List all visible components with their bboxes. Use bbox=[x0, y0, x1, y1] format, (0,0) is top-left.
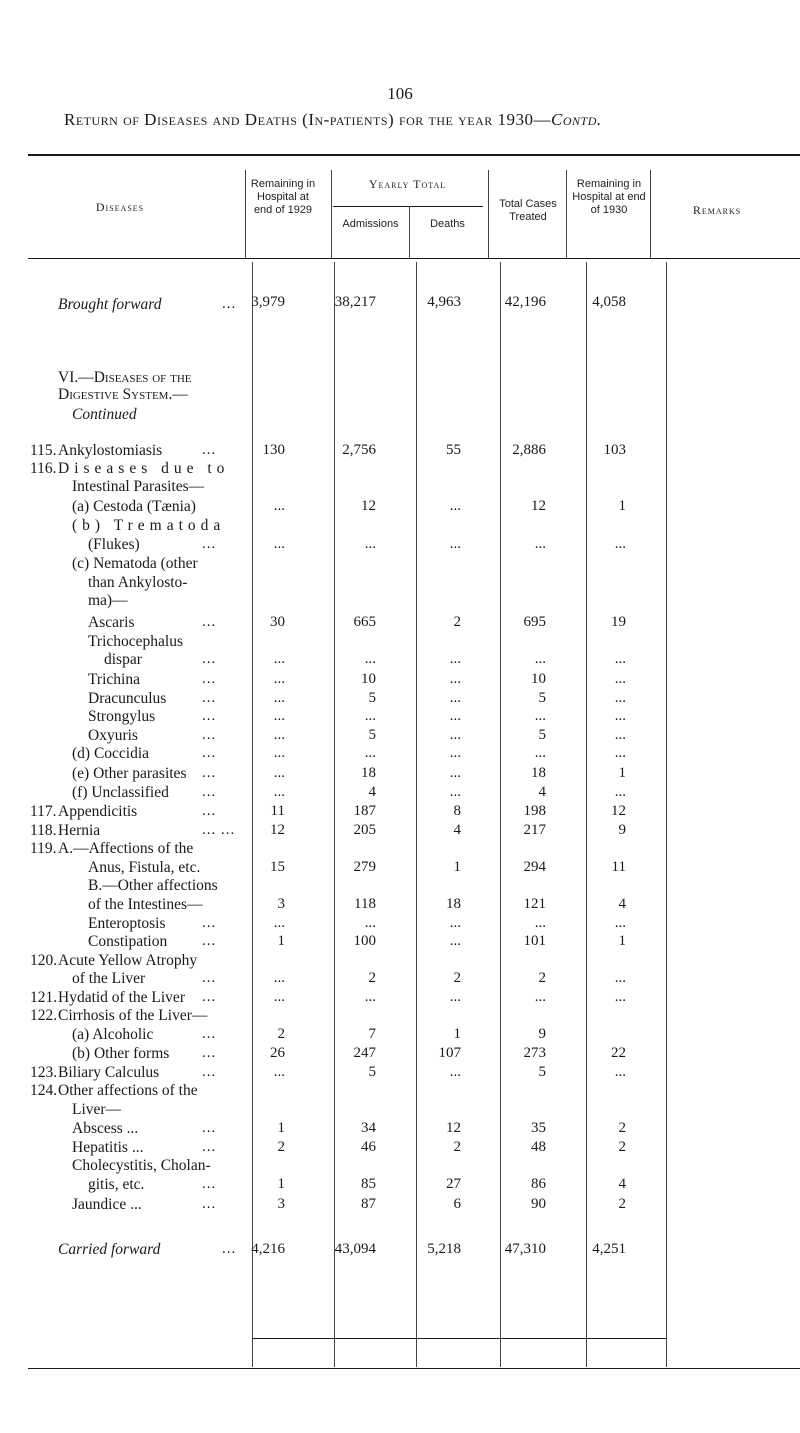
cell-rem1930: 4 bbox=[618, 1176, 626, 1192]
disease-sublabel: Liver— bbox=[72, 1101, 122, 1118]
disease-sublabel: (e) Other parasites bbox=[72, 765, 187, 782]
cell-rem1929: ... bbox=[273, 765, 285, 781]
col-divider bbox=[416, 262, 417, 1367]
cell-total: ... bbox=[534, 651, 546, 667]
cell-adm: 100 bbox=[353, 933, 376, 949]
cell-rem1930: 1 bbox=[618, 765, 626, 781]
cell-rem1930: ... bbox=[614, 536, 626, 552]
title-contd: Contd. bbox=[551, 110, 602, 129]
cell-deaths: 5,218 bbox=[427, 1241, 461, 1257]
cell-adm: 34 bbox=[361, 1120, 376, 1136]
cell-total: 273 bbox=[523, 1045, 546, 1061]
row-number: 123. bbox=[30, 1064, 58, 1081]
cell-adm: 5 bbox=[368, 690, 376, 706]
summary-row-label: Brought forward bbox=[58, 296, 162, 313]
cell-rem1929: ... bbox=[273, 1064, 285, 1080]
cell-rem1929: ... bbox=[273, 745, 285, 761]
cell-rem1930: 4,058 bbox=[592, 294, 626, 310]
disease-label: A.—Affections of the bbox=[58, 840, 194, 857]
disease-sublabel: (b) Other forms bbox=[72, 1045, 170, 1062]
cell-rem1929: 12 bbox=[270, 822, 285, 838]
disease-sublabel: (c) Nematoda (other bbox=[72, 555, 198, 572]
cell-rem1929: 1 bbox=[277, 933, 285, 949]
leader-dots: ... bbox=[202, 1196, 217, 1212]
leader-dots: ... bbox=[202, 933, 217, 949]
cell-rem1929: 2 bbox=[277, 1139, 285, 1155]
cell-total: 47,310 bbox=[504, 1241, 546, 1257]
header-remaining-1930: Remaining in Hospital at end of 1930 bbox=[572, 178, 646, 216]
leader-dots: ... bbox=[202, 708, 217, 724]
cell-adm: ... bbox=[364, 651, 376, 667]
col-divider bbox=[586, 262, 587, 1367]
cell-rem1930: ... bbox=[614, 708, 626, 724]
cell-adm: 205 bbox=[353, 822, 376, 838]
disease-sublabel: Digestive System.— bbox=[58, 386, 188, 403]
cell-adm: 279 bbox=[353, 859, 376, 875]
cell-deaths: 12 bbox=[446, 1120, 461, 1136]
cell-rem1929: ... bbox=[273, 970, 285, 986]
leader-dots: ... bbox=[202, 614, 217, 630]
disease-sublabel: (a) Alcoholic bbox=[72, 1026, 154, 1043]
cell-rem1930: 1 bbox=[618, 498, 626, 514]
cell-deaths: ... bbox=[449, 915, 461, 931]
cell-total: ... bbox=[534, 708, 546, 724]
cell-total: 42,196 bbox=[504, 294, 546, 310]
disease-sublabel: Ascaris bbox=[88, 614, 135, 631]
col-divider bbox=[488, 170, 489, 258]
disease-label: Other affections of the bbox=[58, 1082, 198, 1099]
header-remaining-1929: Remaining in Hospital at end of 1929 bbox=[250, 178, 316, 216]
disease-label: Hernia bbox=[58, 822, 101, 839]
cell-rem1929: 1 bbox=[277, 1176, 285, 1192]
cell-deaths: ... bbox=[449, 727, 461, 743]
disease-sublabel: than Ankylosto- bbox=[88, 574, 188, 591]
disease-sublabel: Intestinal Parasites— bbox=[72, 478, 205, 495]
cell-rem1929: 26 bbox=[270, 1045, 285, 1061]
cell-rem1930: 19 bbox=[611, 614, 626, 630]
cell-rem1929: ... bbox=[273, 536, 285, 552]
disease-sublabel: Abscess ... bbox=[72, 1120, 139, 1137]
cell-deaths: ... bbox=[449, 690, 461, 706]
cell-total: 2,886 bbox=[512, 442, 546, 458]
cell-total: ... bbox=[534, 989, 546, 1005]
leader-dots: ... ... bbox=[202, 822, 236, 838]
leader-dots: ... bbox=[202, 690, 217, 706]
col-divider bbox=[650, 170, 651, 258]
cell-deaths: 18 bbox=[446, 896, 461, 912]
disease-sublabel: Trichocephalus bbox=[88, 633, 183, 650]
leader-dots: ... bbox=[202, 1176, 217, 1192]
leader-dots: ... bbox=[202, 745, 217, 761]
cell-rem1930: 22 bbox=[611, 1045, 626, 1061]
leader-dots: ... bbox=[202, 1139, 217, 1155]
cell-deaths: 107 bbox=[438, 1045, 461, 1061]
cell-rem1930: 2 bbox=[618, 1139, 626, 1155]
cell-deaths: 4 bbox=[453, 822, 461, 838]
row-number: 119. bbox=[30, 840, 57, 857]
cell-adm: 118 bbox=[354, 896, 376, 912]
disease-sublabel: Continued bbox=[72, 406, 137, 423]
cell-adm: ... bbox=[364, 708, 376, 724]
disease-sublabel: VI.—Diseases of the bbox=[58, 369, 192, 386]
cell-total: 35 bbox=[531, 1120, 546, 1136]
cell-rem1930: ... bbox=[614, 727, 626, 743]
disease-sublabel: Anus, Fistula, etc. bbox=[88, 859, 201, 876]
cell-deaths: 27 bbox=[446, 1176, 461, 1192]
header-diseases: Diseases bbox=[95, 200, 145, 214]
cell-rem1930: 2 bbox=[618, 1196, 626, 1212]
cell-total: 5 bbox=[538, 1064, 546, 1080]
disease-sublabel: (f) Unclassified bbox=[72, 784, 169, 801]
cell-total: 101 bbox=[523, 933, 546, 949]
disease-label: Appendicitis bbox=[58, 803, 138, 820]
row-number: 118. bbox=[30, 822, 57, 839]
cell-total: 12 bbox=[531, 498, 546, 514]
row-number: 116. bbox=[30, 460, 57, 477]
cell-adm: 7 bbox=[368, 1026, 376, 1042]
cell-adm: ... bbox=[364, 745, 376, 761]
cell-adm: 87 bbox=[361, 1196, 376, 1212]
cell-rem1930: ... bbox=[614, 989, 626, 1005]
cell-adm: ... bbox=[364, 915, 376, 931]
cell-rem1929: ... bbox=[273, 989, 285, 1005]
cell-deaths: ... bbox=[449, 989, 461, 1005]
cell-adm: 665 bbox=[353, 614, 376, 630]
cell-deaths: 2 bbox=[453, 614, 461, 630]
cell-adm: 43,094 bbox=[334, 1241, 376, 1257]
cell-adm: 46 bbox=[361, 1139, 376, 1155]
cell-total: ... bbox=[534, 915, 546, 931]
cell-rem1929: ... bbox=[273, 915, 285, 931]
header-bottom-rule bbox=[28, 258, 800, 259]
leader-dots: ... bbox=[202, 727, 217, 743]
leader-dots: ... bbox=[202, 536, 217, 552]
cell-rem1929: ... bbox=[273, 690, 285, 706]
leader-dots: ... bbox=[202, 1120, 217, 1136]
disease-sublabel: of the Intestines— bbox=[88, 896, 203, 913]
title-main: Return of Diseases and Deaths (In-patients) for the year 1930— bbox=[64, 110, 552, 129]
cell-rem1930: 11 bbox=[611, 859, 626, 875]
disease-sublabel: Oxyuris bbox=[88, 727, 138, 744]
leader-dots: ... bbox=[222, 296, 237, 312]
cell-deaths: ... bbox=[449, 651, 461, 667]
cell-rem1929: 30 bbox=[270, 614, 285, 630]
header-deaths: Deaths bbox=[430, 218, 465, 230]
yearly-total-rule bbox=[333, 206, 483, 207]
cell-total: 18 bbox=[531, 765, 546, 781]
cell-rem1929: 15 bbox=[270, 859, 285, 875]
row-number: 124. bbox=[30, 1082, 58, 1099]
disease-label: Cirrhosis of the Liver— bbox=[58, 1007, 208, 1024]
disease-label: Ankylostomiasis bbox=[58, 442, 163, 459]
cell-deaths: 8 bbox=[453, 803, 461, 819]
leader-dots: ... bbox=[202, 651, 217, 667]
cell-rem1929: ... bbox=[273, 708, 285, 724]
page-title bbox=[64, 110, 764, 130]
cell-total: ... bbox=[534, 536, 546, 552]
row-number: 120. bbox=[30, 952, 58, 969]
leader-dots: ... bbox=[202, 784, 217, 800]
row-number: 121. bbox=[30, 989, 58, 1006]
disease-sublabel: (a) Cestoda (Tænia) bbox=[72, 498, 196, 515]
header-yearly-total: Yearly Total bbox=[368, 177, 447, 191]
cell-adm: 85 bbox=[361, 1176, 376, 1192]
cell-total: ... bbox=[534, 745, 546, 761]
disease-sublabel: Enteroptosis bbox=[88, 915, 166, 932]
cell-adm: 38,217 bbox=[334, 294, 376, 310]
cell-deaths: ... bbox=[449, 933, 461, 949]
cell-adm: 5 bbox=[368, 727, 376, 743]
cell-deaths: 1 bbox=[453, 859, 461, 875]
col-divider bbox=[666, 262, 667, 1367]
cell-rem1930: 4,251 bbox=[592, 1241, 626, 1257]
cell-rem1929: 3 bbox=[277, 896, 285, 912]
header-admissions: Admissions bbox=[342, 218, 399, 230]
disease-sublabel: Cholecystitis, Cholan- bbox=[72, 1157, 211, 1174]
leader-dots: ... bbox=[202, 1064, 217, 1080]
cell-deaths: ... bbox=[449, 671, 461, 687]
disease-sublabel: Trichina bbox=[88, 671, 140, 688]
cell-rem1930: ... bbox=[614, 970, 626, 986]
col-divider bbox=[252, 262, 253, 1367]
leader-dots: ... bbox=[222, 1241, 237, 1257]
cell-total: 5 bbox=[538, 727, 546, 743]
cell-total: 217 bbox=[523, 822, 546, 838]
disease-sublabel: B.—Other affections bbox=[88, 877, 218, 894]
cell-deaths: 4,963 bbox=[427, 294, 461, 310]
cell-rem1929: ... bbox=[273, 498, 285, 514]
top-rule bbox=[28, 154, 800, 156]
disease-sublabel: (b) Trematoda bbox=[72, 517, 226, 534]
cell-adm: 12 bbox=[361, 498, 376, 514]
col-divider bbox=[500, 262, 501, 1367]
cell-deaths: ... bbox=[449, 498, 461, 514]
leader-dots: ... bbox=[202, 1045, 217, 1061]
cell-total: 48 bbox=[531, 1139, 546, 1155]
cell-total: 294 bbox=[523, 859, 546, 875]
cell-deaths: ... bbox=[449, 536, 461, 552]
summary-row-label: Carried forward bbox=[58, 1241, 161, 1258]
carried-forward-rule bbox=[252, 1338, 666, 1339]
cell-rem1930: 12 bbox=[611, 803, 626, 819]
cell-deaths: 6 bbox=[453, 1196, 461, 1212]
cell-rem1930: ... bbox=[614, 690, 626, 706]
leader-dots: ... bbox=[202, 989, 217, 1005]
disease-sublabel: Jaundice ... bbox=[72, 1196, 142, 1213]
disease-label: Diseases due to bbox=[58, 460, 230, 477]
disease-sublabel: of the Liver bbox=[72, 970, 146, 987]
cell-total: 5 bbox=[538, 690, 546, 706]
col-divider bbox=[334, 262, 335, 1367]
leader-dots: ... bbox=[202, 803, 217, 819]
cell-deaths: ... bbox=[449, 784, 461, 800]
cell-total: 4 bbox=[538, 784, 546, 800]
cell-rem1930: 9 bbox=[618, 822, 626, 838]
cell-rem1929: 3 bbox=[277, 1196, 285, 1212]
leader-dots: ... bbox=[202, 970, 217, 986]
col-divider bbox=[409, 206, 410, 258]
leader-dots: ... bbox=[202, 671, 217, 687]
cell-rem1929: 4,216 bbox=[251, 1241, 285, 1257]
cell-adm: 4 bbox=[368, 784, 376, 800]
cell-total: 86 bbox=[531, 1176, 546, 1192]
row-number: 122. bbox=[30, 1007, 58, 1024]
col-divider bbox=[566, 170, 567, 258]
disease-sublabel: Dracunculus bbox=[88, 690, 167, 707]
cell-total: 2 bbox=[538, 970, 546, 986]
cell-deaths: 55 bbox=[446, 442, 461, 458]
cell-deaths: 2 bbox=[453, 1139, 461, 1155]
cell-rem1930: ... bbox=[614, 651, 626, 667]
cell-deaths: ... bbox=[449, 745, 461, 761]
cell-deaths: 1 bbox=[453, 1026, 461, 1042]
cell-rem1929: 130 bbox=[262, 442, 285, 458]
row-number: 117. bbox=[30, 803, 57, 820]
leader-dots: ... bbox=[202, 765, 217, 781]
header-total-cases: Total Cases Treated bbox=[499, 198, 557, 223]
row-number: 115. bbox=[30, 442, 57, 459]
cell-deaths: 2 bbox=[453, 970, 461, 986]
cell-rem1929: ... bbox=[273, 784, 285, 800]
cell-rem1930: ... bbox=[614, 1064, 626, 1080]
cell-adm: 18 bbox=[361, 765, 376, 781]
cell-adm: 10 bbox=[361, 671, 376, 687]
disease-sublabel: ma)— bbox=[88, 592, 128, 609]
cell-rem1930: ... bbox=[614, 671, 626, 687]
cell-rem1930: ... bbox=[614, 745, 626, 761]
bottom-rule bbox=[28, 1368, 800, 1369]
cell-rem1929: 11 bbox=[270, 803, 285, 819]
cell-rem1930: 4 bbox=[618, 896, 626, 912]
header-remarks: Remarks bbox=[692, 203, 742, 217]
cell-total: 90 bbox=[531, 1196, 546, 1212]
disease-sublabel: Hepatitis ... bbox=[72, 1139, 144, 1156]
cell-adm: ... bbox=[364, 989, 376, 1005]
cell-rem1929: 1 bbox=[277, 1120, 285, 1136]
disease-sublabel: dispar bbox=[104, 651, 142, 668]
cell-total: 9 bbox=[538, 1026, 546, 1042]
cell-adm: ... bbox=[364, 536, 376, 552]
cell-adm: 2 bbox=[368, 970, 376, 986]
cell-rem1930: ... bbox=[614, 784, 626, 800]
cell-total: 10 bbox=[531, 671, 546, 687]
disease-label: Hydatid of the Liver bbox=[58, 989, 185, 1006]
col-divider bbox=[245, 170, 246, 258]
disease-label: Biliary Calculus bbox=[58, 1064, 160, 1081]
cell-rem1930: 2 bbox=[618, 1120, 626, 1136]
disease-sublabel: (d) Coccidia bbox=[72, 745, 150, 762]
disease-sublabel: (Flukes) bbox=[88, 536, 140, 553]
cell-adm: 2,756 bbox=[342, 442, 376, 458]
page-number: 106 bbox=[387, 84, 413, 103]
disease-sublabel: Constipation bbox=[88, 933, 168, 950]
cell-rem1929: ... bbox=[273, 651, 285, 667]
leader-dots: ... bbox=[202, 915, 217, 931]
cell-rem1930: ... bbox=[614, 915, 626, 931]
cell-rem1929: ... bbox=[273, 671, 285, 687]
leader-dots: ... bbox=[202, 442, 217, 458]
disease-label: Acute Yellow Atrophy bbox=[58, 952, 198, 969]
cell-rem1930: 103 bbox=[603, 442, 626, 458]
disease-sublabel: Strongylus bbox=[88, 708, 156, 725]
cell-adm: 187 bbox=[353, 803, 376, 819]
cell-deaths: ... bbox=[449, 765, 461, 781]
cell-rem1929: 3,979 bbox=[251, 294, 285, 310]
cell-deaths: ... bbox=[449, 708, 461, 724]
cell-total: 695 bbox=[523, 614, 546, 630]
cell-rem1930: 1 bbox=[618, 933, 626, 949]
leader-dots: ... bbox=[202, 1026, 217, 1042]
cell-deaths: ... bbox=[449, 1064, 461, 1080]
disease-sublabel: gitis, etc. bbox=[88, 1176, 145, 1193]
cell-total: 121 bbox=[523, 896, 546, 912]
cell-adm: 5 bbox=[368, 1064, 376, 1080]
cell-rem1929: 2 bbox=[277, 1026, 285, 1042]
cell-total: 198 bbox=[523, 803, 546, 819]
col-divider bbox=[331, 170, 332, 258]
cell-rem1929: ... bbox=[273, 727, 285, 743]
cell-adm: 247 bbox=[353, 1045, 376, 1061]
